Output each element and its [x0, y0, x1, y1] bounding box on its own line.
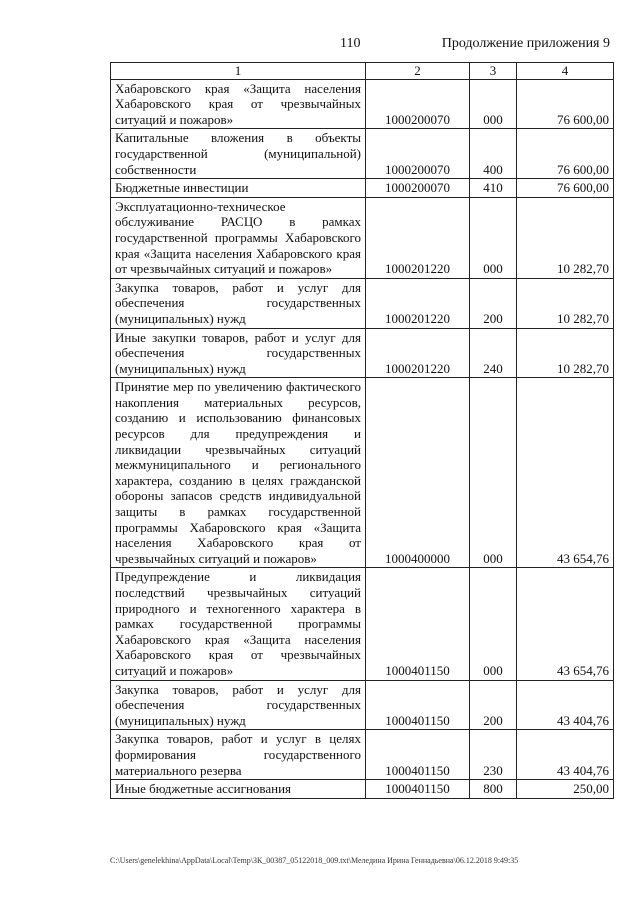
table-row [111, 129, 614, 179]
row-amount-cell: 10 282,70 [517, 197, 614, 278]
column-header: 4 [517, 63, 614, 80]
column-header: 1 [111, 63, 366, 80]
row-code-cell: 1000200070 [366, 179, 470, 198]
row-code-cell: 1000401150 [366, 568, 470, 680]
row-name-cell: Закупка товаров, работ и услуг в целях формирования государственного материального резерва [111, 730, 366, 780]
row-amount-cell: 43 654,76 [517, 378, 614, 568]
row-type-cell: 230 [470, 730, 517, 780]
table-row [111, 568, 614, 680]
budget-table [110, 62, 614, 799]
row-amount-cell: 43 404,76 [517, 680, 614, 730]
row-code-cell: 1000200070 [366, 129, 470, 179]
row-type-cell: 410 [470, 179, 517, 198]
row-code-cell: 1000201220 [366, 197, 470, 278]
row-name-cell: Иные закупки товаров, работ и услуг для обеспечения государственных (муниципальных) нужд [111, 328, 366, 378]
table-row [111, 179, 614, 198]
table-row [111, 378, 614, 568]
row-type-cell: 800 [470, 780, 517, 799]
row-type-cell: 400 [470, 129, 517, 179]
file-path-footer: C:\Users\genelekhina\AppData\Local\Temp\ЗК_00387_05122018_009.txt\Меледина Ирина Геннадьевна\06.12.2018 9:49:35 [110, 856, 519, 865]
row-amount-cell: 43 654,76 [517, 568, 614, 680]
row-type-cell: 000 [470, 568, 517, 680]
row-code-cell: 1000401150 [366, 730, 470, 780]
row-code-cell: 1000401150 [366, 680, 470, 730]
page-number: 110 [340, 36, 361, 51]
row-name-cell: Закупка товаров, работ и услуг для обеспечения государственных (муниципальных) нужд [111, 680, 366, 730]
table-row [111, 278, 614, 328]
row-code-cell: 1000200070 [366, 79, 470, 129]
row-amount-cell: 10 282,70 [517, 328, 614, 378]
row-type-cell: 000 [470, 378, 517, 568]
table-header-row [111, 63, 614, 80]
column-header: 2 [366, 63, 470, 80]
row-name-cell: Бюджетные инвестиции [111, 179, 366, 198]
column-header: 3 [470, 63, 517, 80]
row-name-cell: Эксплуатационно-техническое обслуживание РАСЦО в рамках государственной программы Хабаровского края «Защита населения Хабаровского края от чрезвычайных ситуаций и пожаров» [111, 197, 366, 278]
row-name-cell: Хабаровского края «Защита населения Хабаровского края от чрезвычайных ситуаций и пожаров» [111, 79, 366, 129]
row-type-cell: 200 [470, 680, 517, 730]
table-row [111, 730, 614, 780]
row-name-cell: Принятие мер по увеличению фактического накопления материальных ресурсов, созданию и использованию финансовых ресурсов для предупреждения и ликвидации чрезвычайных ситуаций межмуниципального и регионального характера, созданию в целях гражданской обороны запасов средств индивидуальной защиты в рамках государственной программы Хабаровского края «Защита населения Хабаровского края от чрезвычайных ситуаций и пожаров» [111, 378, 366, 568]
row-amount-cell: 76 600,00 [517, 129, 614, 179]
row-amount-cell: 76 600,00 [517, 179, 614, 198]
row-code-cell: 1000401150 [366, 780, 470, 799]
row-name-cell: Закупка товаров, работ и услуг для обеспечения государственных (муниципальных) нужд [111, 278, 366, 328]
row-code-cell: 1000400000 [366, 378, 470, 568]
table-row [111, 197, 614, 278]
row-type-cell: 000 [470, 79, 517, 129]
row-code-cell: 1000201220 [366, 328, 470, 378]
row-code-cell: 1000201220 [366, 278, 470, 328]
table-row [111, 780, 614, 799]
row-type-cell: 240 [470, 328, 517, 378]
table-row [111, 328, 614, 378]
row-amount-cell: 76 600,00 [517, 79, 614, 129]
row-type-cell: 000 [470, 197, 517, 278]
row-amount-cell: 43 404,76 [517, 730, 614, 780]
table-row [111, 680, 614, 730]
appendix-continuation-note: Продолжение приложения 9 [441, 36, 610, 51]
row-name-cell: Иные бюджетные ассигнования [111, 780, 366, 799]
row-type-cell: 200 [470, 278, 517, 328]
row-name-cell: Предупреждение и ликвидация последствий чрезвычайных ситуаций природного и техногенного характера в рамках государственной программы Хабаровского края «Защита населения Хабаровского края от чрезвычайных ситуаций и пожаров» [111, 568, 366, 680]
row-amount-cell: 10 282,70 [517, 278, 614, 328]
table-body [111, 79, 614, 798]
table-row [111, 79, 614, 129]
row-name-cell: Капитальные вложения в объекты государственной (муниципальной) собственности [111, 129, 366, 179]
row-amount-cell: 250,00 [517, 780, 614, 799]
